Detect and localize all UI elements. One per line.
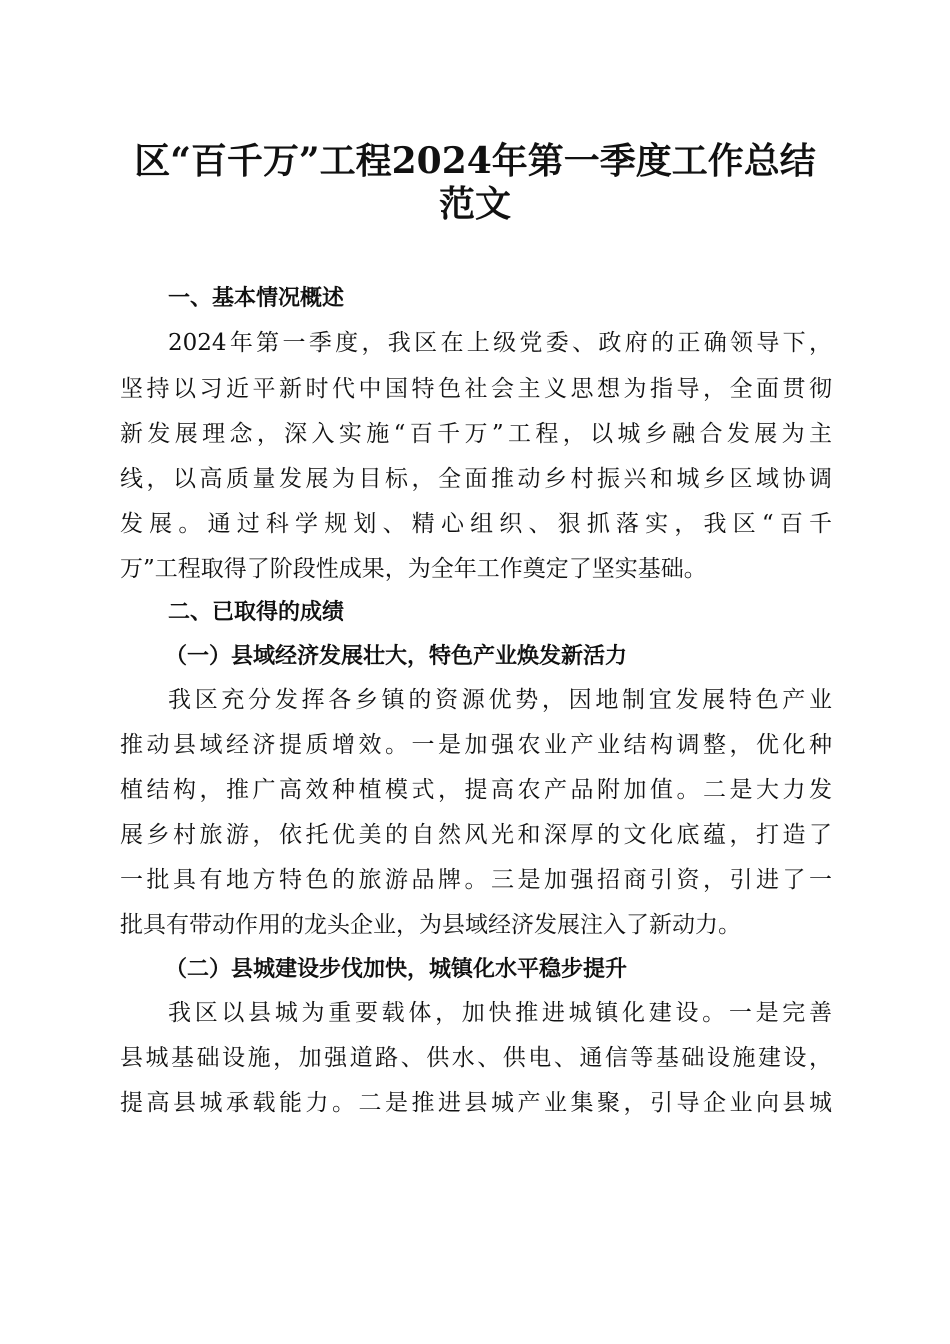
document-title-line-1: 区“百千万”工程2024年第一季度工作总结 <box>134 140 816 182</box>
paragraph-line: 坚持以习近平新时代中国特色社会主义思想为指导，全面贯彻 <box>120 376 832 402</box>
paragraph-line: 我区以县城为重要载体，加快推进城镇化建设。一是完善 <box>168 1000 832 1026</box>
subsection-heading-county-economy: （一）县域经济发展壮大，特色产业焕发新活力 <box>165 643 628 669</box>
paragraph-line: 我区充分发挥各乡镇的资源优势，因地制宜发展特色产业 <box>168 687 832 713</box>
paragraph-line: 展乡村旅游，依托优美的自然风光和深厚的文化底蕴，打造了 <box>120 822 832 848</box>
paragraph-line: 2024年第一季度，我区在上级党委、政府的正确领导下， <box>168 330 832 356</box>
paragraph-line: 发展。通过科学规划、精心组织、狠抓落实，我区“百千 <box>120 511 832 537</box>
paragraph-line: 线，以高质量发展为目标，全面推动乡村振兴和城乡区域协调 <box>120 466 832 492</box>
document-title-line-2: 范文 <box>438 183 511 225</box>
paragraph-line: 万”工程取得了阶段性成果，为全年工作奠定了坚实基础。 <box>120 556 707 582</box>
paragraph-line: 推动县域经济提质增效。一是加强农业产业结构调整，优化种 <box>120 732 832 758</box>
section-heading-achievements: 二、已取得的成绩 <box>168 600 345 625</box>
paragraph-line: 提高县城承载能力。二是推进县城产业集聚，引导企业向县城 <box>120 1090 832 1116</box>
paragraph-line: 县城基础设施，加强道路、供水、供电、通信等基础设施建设， <box>120 1045 832 1071</box>
paragraph-line: 植结构，推广高效种植模式，提高农产品附加值。二是大力发 <box>120 777 832 803</box>
section-heading-basic-overview: 一、基本情况概述 <box>168 286 345 311</box>
paragraph-line: 批具有带动作用的龙头企业，为县域经济发展注入了新动力。 <box>120 912 741 938</box>
paragraph-line: 一批具有地方特色的旅游品牌。三是加强招商引资，引进了一 <box>120 867 832 893</box>
subsection-heading-county-town-construction: （二）县城建设步伐加快，城镇化水平稳步提升 <box>165 956 628 982</box>
paragraph-line: 新发展理念，深入实施“百千万”工程，以城乡融合发展为主 <box>120 421 832 447</box>
